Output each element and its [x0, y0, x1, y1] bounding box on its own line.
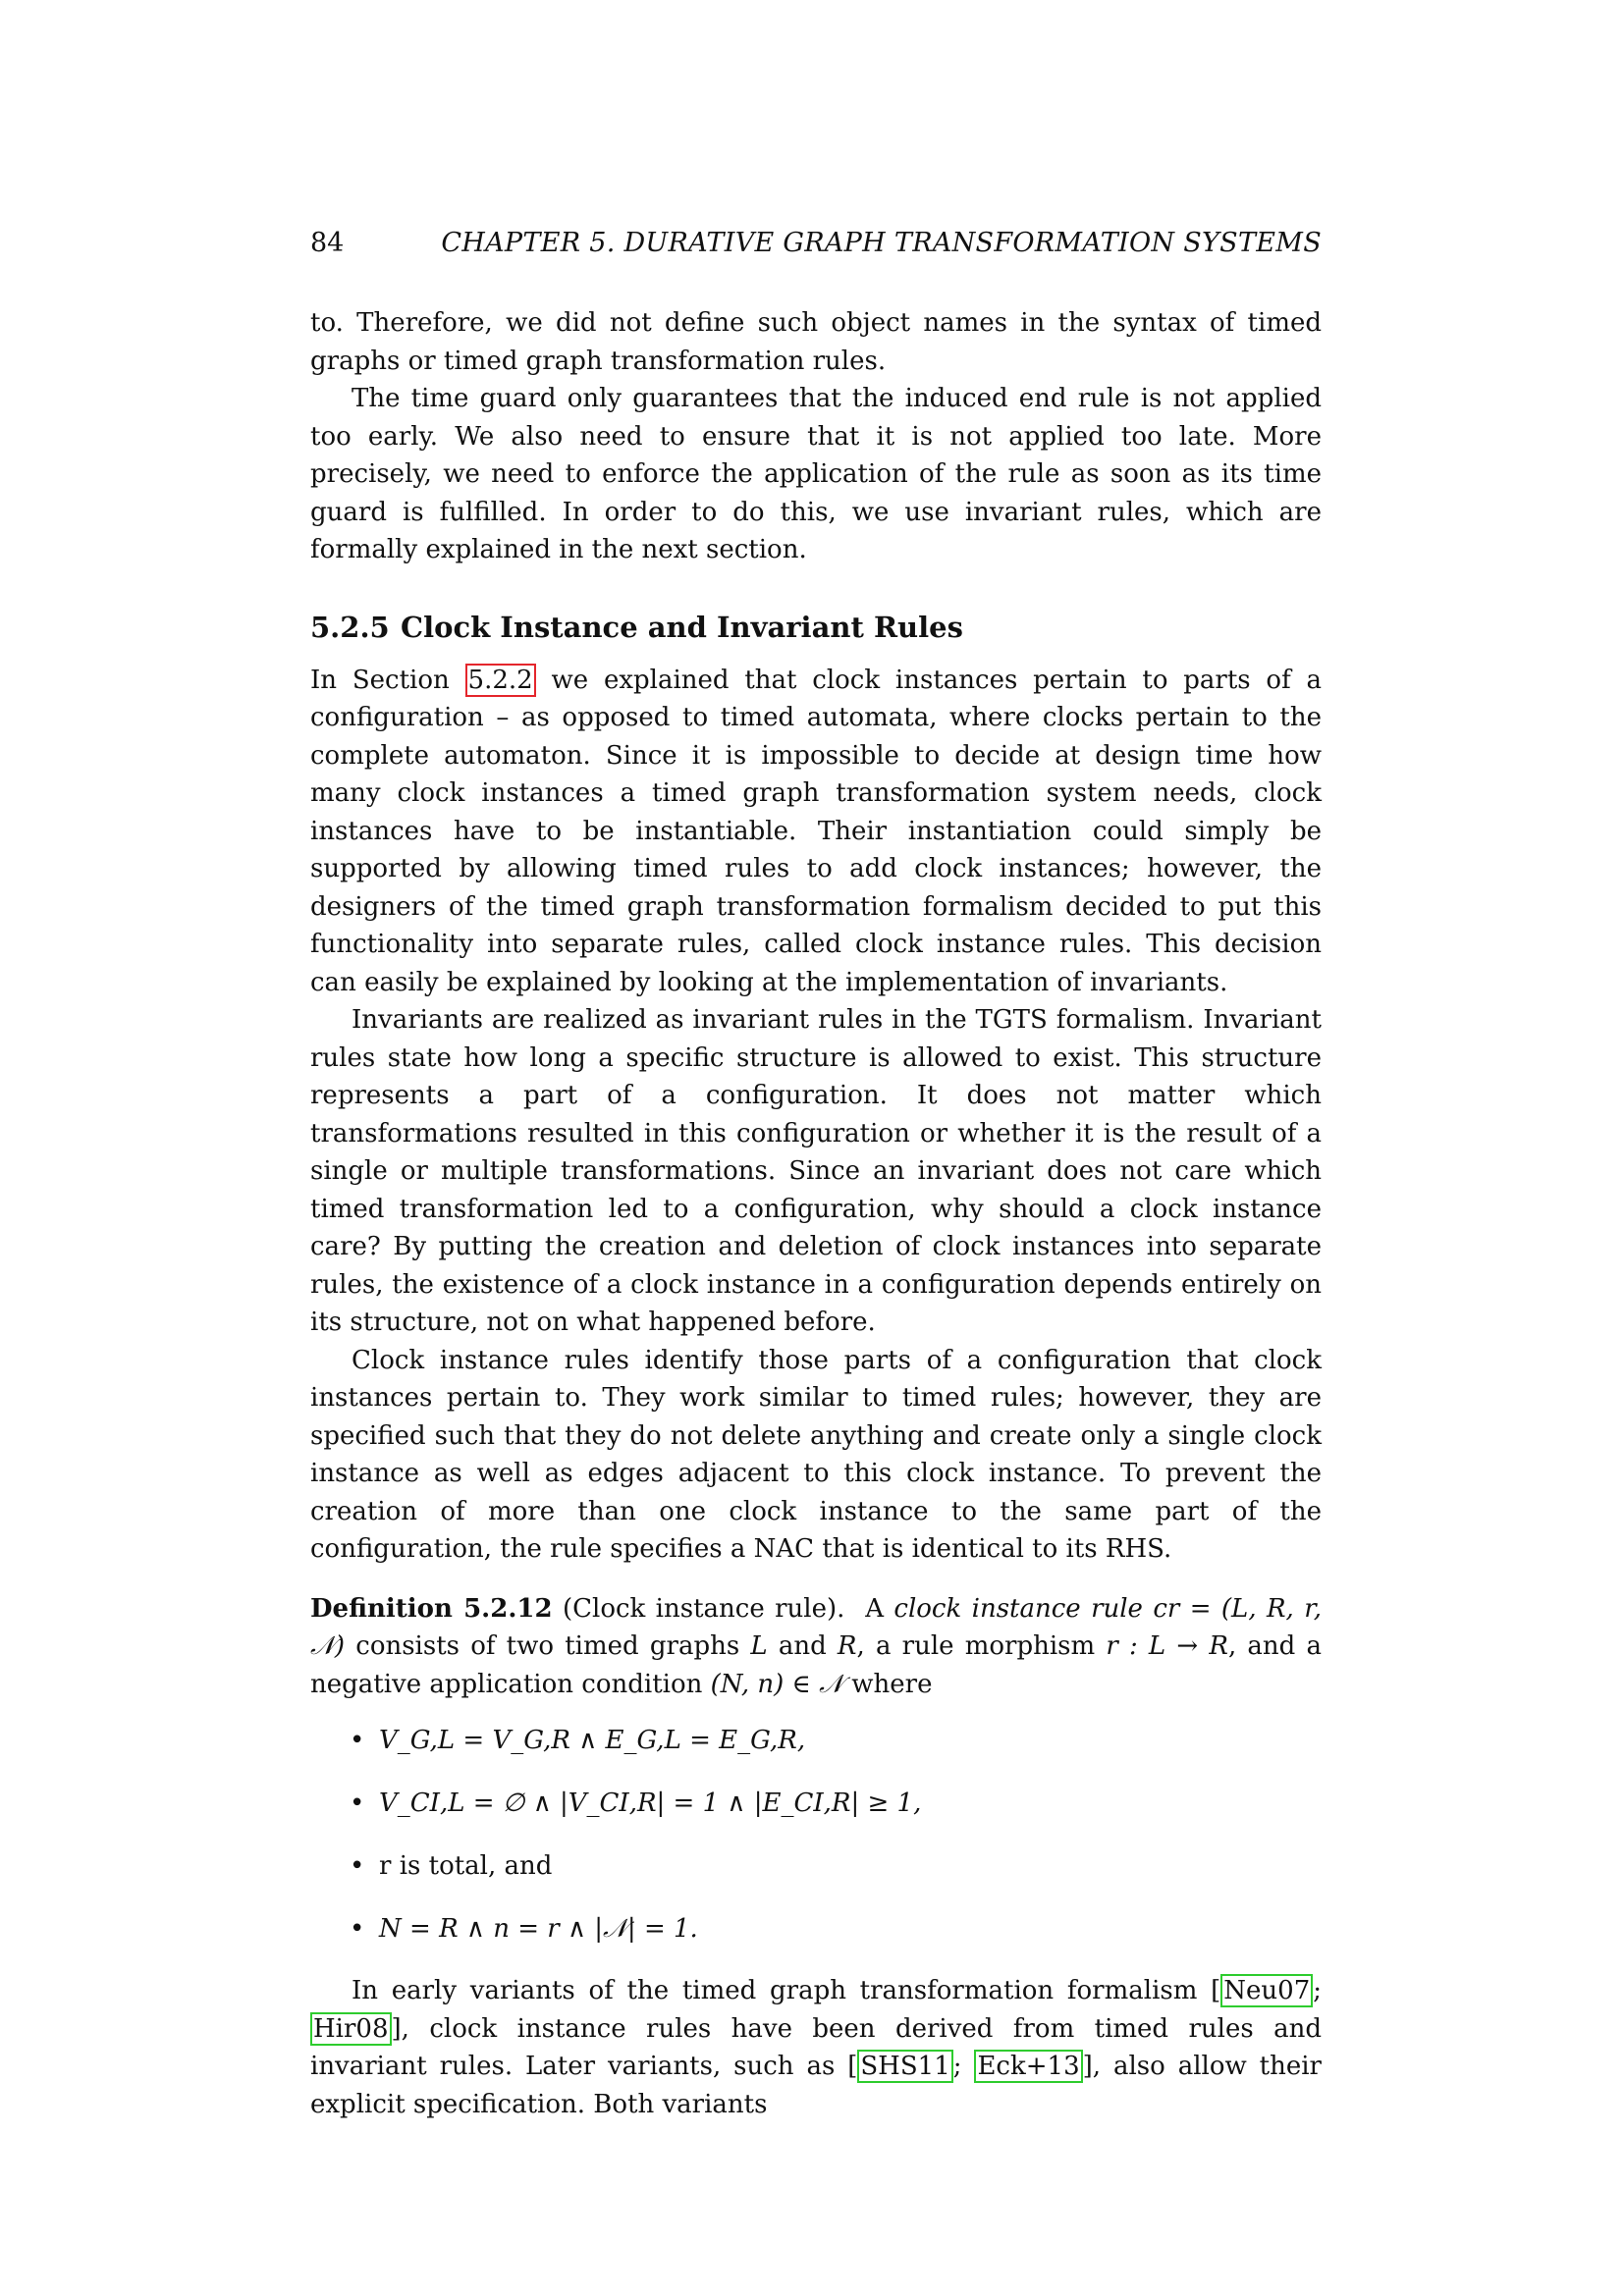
condition-item: • N = R ∧ n = r ∧ |𝒩| = 1. — [350, 1909, 1322, 1949]
text-run: where — [842, 1669, 933, 1699]
citation-link[interactable]: SHS11 — [857, 2050, 952, 2083]
running-head — [310, 224, 1322, 263]
math-expression: r : L → R — [1106, 1631, 1228, 1661]
paragraph: Clock instance rules identify those parts of a configuration that clock instances pertain to. They work similar to timed rules; however, they are specified such that they do not delete anything and create only a single clock instance as well as edges adjacent to this clock instance. To prevent the creation of more than one clock instance to the same part of the configuration, the rule specifies a NAC that is identical to its RHS. — [310, 1345, 1322, 1564]
text-run: ], also allow their explicit specification. Both variants — [310, 2052, 1322, 2119]
condition-list — [310, 1721, 1322, 1949]
section-number: 5.2.5 — [310, 610, 390, 644]
text-run: , and a negative application condition — [310, 1631, 1322, 1699]
text-run: , a rule morphism — [856, 1631, 1107, 1661]
text-run: ; — [1313, 1976, 1322, 2005]
definition-block — [310, 1590, 1322, 1949]
section-reference-link[interactable]: 5.2.2 — [465, 664, 536, 697]
paragraph: Invariants are realized as invariant rules in the TGTS formalism. Invariant rules state how long a specific structure is allowed to exist. This structure represents a part of a configuration. It does not matter which transformations resulted in this configuration or whether it is the result of a single or multiple transformations. Since an invariant does not care which timed transformation led to a configuration, why should a clock instance care? By putting the creation and deletion of clock instances into separate rules, the existence of a clock instance in a configuration depends entirely on its structure, not on what happened before. — [310, 1005, 1322, 1337]
paragraph: The time guard only guarantees that the induced end rule is not applied too early. We also need to ensure that it is not applied too late. More precisely, we need to enforce the application of the rule as soon as its time guard is fulfilled. In order to do this, we use invariant rules, which are formally explained in the next section. — [310, 384, 1322, 564]
body-text — [310, 304, 1322, 2123]
condition-item: • V_CI,L = ∅ ∧ |V_CI,R| = 1 ∧ |E_CI,R| ≥ 1, — [350, 1784, 1322, 1823]
paragraph — [310, 662, 1322, 1002]
text-run: we explained that clock instances pertain to parts of a configuration – as opposed to timed automata, where clocks pertain to the complete automaton. Since it is impossible to decide at design time how many clock instances a timed graph transformation system needs, clock instances have to be instantiable. Their instantiation could simply be supported by allowing timed rules to add clock instances; however, the designers of the timed graph transformation formalism decided to put this functionality into separate rules, called clock instance rules. This decision can easily be explained by looking at the implementation of invariants. — [310, 665, 1323, 997]
section-title: Clock Instance and Invariant Rules — [401, 610, 963, 644]
math-expression: (N, n) ∈ 𝒩 — [710, 1669, 843, 1699]
math-symbol: L — [750, 1631, 768, 1661]
section-heading — [310, 608, 1322, 647]
text-run: In early variants of the timed graph transformation formalism [ — [352, 1976, 1221, 2005]
text-run: consists of two timed graphs — [345, 1631, 751, 1661]
citation-link[interactable]: Hir08 — [310, 2012, 392, 2046]
text-run: In Section — [310, 665, 465, 695]
text-run: ], clock instance rules have been derived from timed rules and invariant rules. Later variants, such as [ — [310, 2013, 1322, 2081]
citation-link[interactable]: Eck+13 — [974, 2050, 1082, 2083]
paper-page — [310, 224, 1322, 2123]
definition-statement — [310, 1590, 1322, 1704]
math-symbol: R — [837, 1631, 857, 1661]
chapter-heading: CHAPTER 5. DURATIVE GRAPH TRANSFORMATION SYSTEMS — [441, 228, 1322, 258]
paragraph — [310, 1972, 1322, 2123]
text-run: A — [865, 1593, 884, 1624]
definition-formula: = (L, R, r, 𝒩) — [310, 1593, 1323, 1661]
text-run: ; — [952, 2052, 975, 2081]
paragraph: to. Therefore, we did not define such object names in the syntax of timed graphs or timed graph transformation rules. — [310, 308, 1322, 376]
condition-item: • r is total, and — [350, 1846, 1322, 1886]
definition-term: clock instance rule cr — [893, 1593, 1180, 1624]
condition-item: • V_G,L = V_G,R ∧ E_G,L = E_G,R, — [350, 1721, 1322, 1760]
page-number: 84 — [310, 228, 345, 258]
citation-link[interactable]: Neu07 — [1220, 1974, 1313, 2007]
text-run: and — [767, 1631, 838, 1661]
definition-label: Definition 5.2.12 — [310, 1593, 553, 1624]
definition-name: (Clock instance rule). — [562, 1593, 845, 1624]
